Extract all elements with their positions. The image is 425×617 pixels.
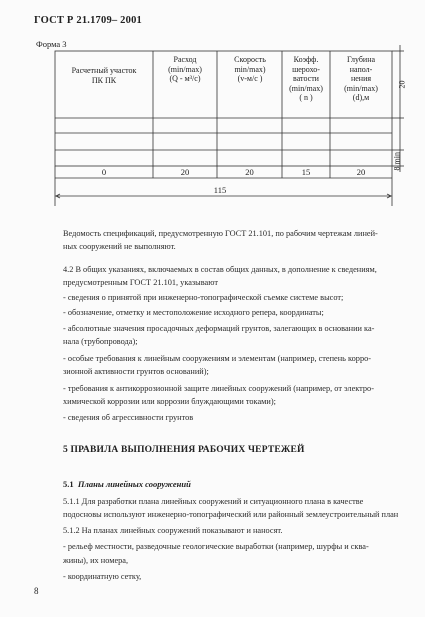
paragraph-line: 5.1.2 На планах линейных сооружений показывают и наносят. [63,526,283,535]
section-heading: 5 ПРАВИЛА ВЫПОЛНЕНИЯ РАБОЧИХ ЧЕРТЕЖЕЙ [63,445,305,455]
page-number: 8 [34,586,39,596]
paragraph-line: предусмотренным ГОСТ 21.101, указывают [63,278,218,287]
list-item: - сведения о принятой при инженерно-топографической съемке системе высот; [63,293,344,302]
column-width-roughness: 15 [301,167,311,177]
paragraph-line: ных сооружений не выполняют. [63,242,176,251]
list-item: - обозначение, отметку и местоположение исходного репера, координаты; [63,308,324,317]
paragraph-line: подосновы используют инженерно-топографический или районный землеустроительный план [63,510,399,519]
total-width: 115 [213,185,227,195]
list-item: - требования к антикоррозионной защите линейных сооружений (например, от электро- [63,384,374,393]
column-header-velocity: Скорость min/max) (v-м/с ) [234,55,266,83]
column-width-depth: 20 [356,167,366,177]
page-header: ГОСТ Р 21.1709– 2001 [34,15,142,26]
list-item: - особые требования к линейным сооружениям и элементам (например, степень корро- [63,354,372,363]
subsection-title: Планы линейных сооружений [77,479,191,489]
header-height-label: 20 [397,80,407,89]
column-header-flow: Расход (min/max) (Q - м³/с) [168,55,202,83]
list-item-continuation: зионной активности грунтов оснований); [63,367,209,376]
paragraph-line: Ведомость спецификаций, предусмотренную ГОСТ 21.101, по рабочим чертежам линей- [63,229,378,238]
paragraph-line: 5.1.1 Для разработки плана линейных сооружений и ситуационного плана в качестве [63,497,364,506]
subsection-heading [63,479,191,489]
list-item-continuation: нала (трубопровода); [63,337,138,346]
column-width-section: 0 [101,167,107,177]
column-header-roughness: Коэфф. шерохо- ватости (min/max) ( n ) [289,55,323,102]
paragraph-line: 4.2 В общих указаниях, включаемых в состав общих данных, в дополнение к сведениям, [63,265,377,274]
form-label: Форма 3 [36,39,67,49]
column-header-section: Расчетный участок ПК ПК [71,66,137,85]
list-item: - рельеф местности, разведочные геологические выработки (например, шурфы и сква- [63,542,369,551]
subsection-number: 5.1 [63,479,74,489]
column-width-flow: 20 [180,167,190,177]
row-height-label: 8 min [392,152,402,171]
list-item-continuation: жины), их номера, [63,556,129,565]
list-item: - абсолютные значения просадочных деформаций грунтов, залегающих в основании ка- [63,324,375,333]
list-item-continuation: химической коррозии или коррозии блуждающими токами); [63,397,276,406]
column-header-depth: Глубина напол- нения (min/max) (d),м [344,55,378,102]
list-item: - сведения об агрессивности грунтов [63,413,194,422]
list-item: - координатную сетку, [63,572,142,581]
column-width-velocity: 20 [245,167,254,177]
